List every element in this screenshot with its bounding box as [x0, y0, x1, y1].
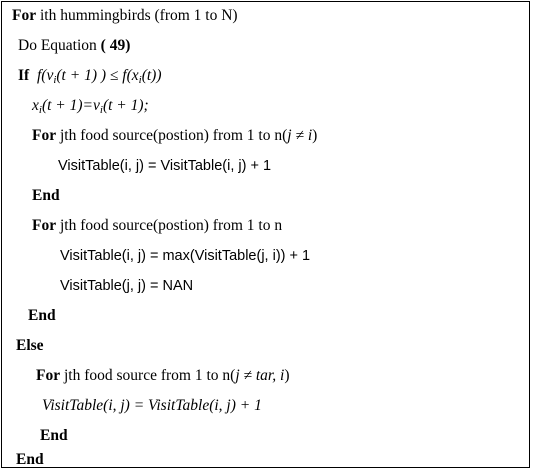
- keyword-if: If: [18, 67, 30, 84]
- keyword-for: For: [36, 367, 61, 384]
- line-visit-table-max: VisitTable(i, j) = max(VisitTable(j, i)) + 1: [60, 248, 311, 264]
- line-visit-table-nan: VisitTable(j, j) = NAN: [60, 278, 194, 294]
- line-else: [16, 336, 44, 356]
- keyword-end: End: [28, 307, 56, 324]
- line-end-1: [32, 186, 60, 206]
- line-text: Do Equation: [18, 37, 101, 54]
- keyword-for: For: [32, 217, 57, 234]
- line-for-food-source-1: For jth food source(postion) from 1 to n(j ≠ i): [32, 127, 318, 144]
- keyword-for: For: [12, 7, 37, 24]
- equation-ref: ( 49): [100, 37, 131, 54]
- line-text: ith hummingbirds (from 1 to N): [36, 7, 238, 24]
- line-do-equation: [18, 36, 130, 56]
- keyword-else: Else: [16, 337, 44, 354]
- keyword-for: For: [32, 127, 57, 144]
- keyword-end: End: [16, 451, 44, 468]
- keyword-end: End: [32, 187, 60, 204]
- line-for-hummingbirds: [12, 6, 238, 26]
- keyword-end: End: [40, 427, 68, 444]
- line-for-food-source-2: For jth food source(postion) from 1 to n: [32, 217, 283, 234]
- line-for-food-source-3: For jth food source from 1 to n(j ≠ tar, i): [36, 367, 290, 384]
- line-assign-x: $x_i(t + 1)=v_i(t + 1)$;: [32, 97, 149, 116]
- line-if-condition: If $f(v_i(t + 1)$ ) ≤ $f(x_i(t))$: [18, 67, 162, 86]
- line-end-4: [16, 450, 44, 470]
- line-visit-table-increment-1: VisitTable(i, j) = VisitTable(i, j) + 1: [58, 158, 272, 174]
- line-visit-table-increment-2: VisitTable(i, j) = VisitTable(i, j) + 1: [42, 397, 262, 414]
- line-end-3: [40, 426, 68, 446]
- line-end-2: [28, 306, 56, 326]
